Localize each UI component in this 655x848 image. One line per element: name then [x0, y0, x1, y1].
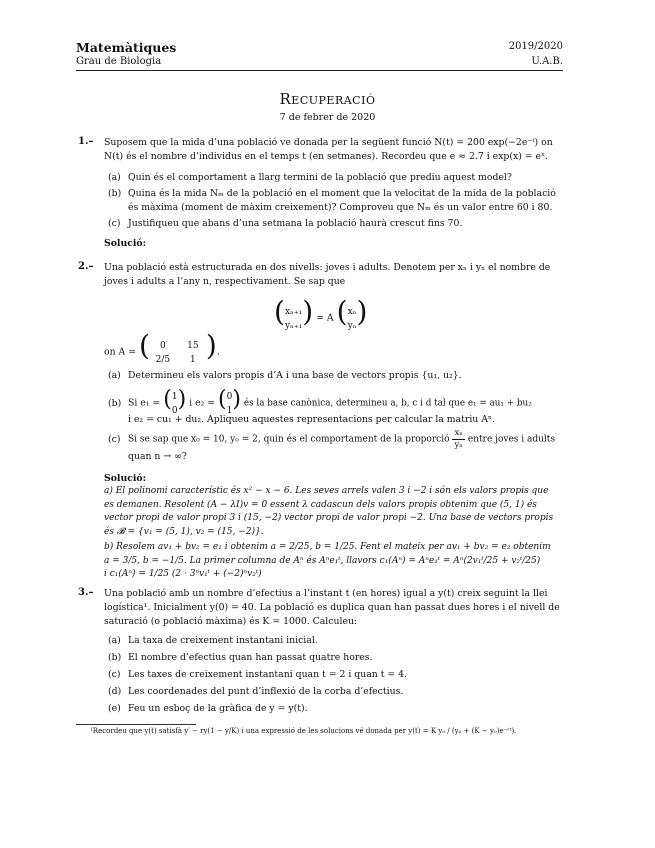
e1-top: 1 — [171, 391, 178, 402]
p3-line-a: Una població amb un nombre d’efectius a l’instant t (en hores) igual a y(t) creix seguint la llei — [104, 588, 548, 599]
sol-b-line-2: a = 3/5, b = −1/5. La primer columna de Aⁿ és Aⁿe₁ᵗ, llavors c₁(Aⁿ) = Aⁿe₁ᵗ = Aⁿ(2v₁ᵗ/25 + v₂ᵗ/25) — [104, 555, 541, 566]
p1-b-text-2: és màxima (moment de màxim creixement)? Comproveu que Nₘ és un valor entre 60 i 80. — [128, 202, 553, 213]
p3-d-text: Les coordenades del punt d’inflexió de la corba d’efectius. — [128, 686, 404, 697]
p2-b-label: (b) — [108, 397, 122, 409]
eq-A: = A — [316, 312, 334, 324]
paren-right-icon: ) — [232, 387, 241, 412]
exam-title: Recuperació — [279, 90, 376, 108]
p1-item-c — [108, 217, 563, 231]
p3-e-label: (e) — [108, 703, 121, 714]
e2-bot: 1 — [226, 405, 233, 416]
p2-a-text: Determineu els valors propis d’A i una base de vectors propis {u₁, u₂}. — [128, 370, 462, 381]
paren-right-icon: ) — [356, 295, 368, 328]
paren-right-icon: ) — [177, 387, 187, 412]
e2-top: 0 — [226, 391, 233, 402]
p2-item-a — [108, 369, 563, 383]
p2-b-text-2: i e₂ = cu₁ + du₂. Apliqueu aquestes representacions per calcular la matriu Aⁿ. — [128, 414, 495, 425]
p2-line-a: Una població està estructurada en dos nivells: joves i adults. Denotem per xₙ i yₙ el nombre de — [104, 262, 551, 273]
p3-c-text: Les taxes de creixement instantani quan t = 2 i quan t = 4. — [128, 669, 408, 680]
p1-a-label: (a) — [108, 172, 121, 183]
university: U.A.B. — [531, 56, 563, 67]
sol-a-line-2: es demanen. Resolent (A − λI)v = 0 essent λ cadascun dels valors propis obtenim que (5, 1) és — [104, 499, 537, 510]
frac-top: xₙ — [454, 428, 463, 438]
p1-c-label: (c) — [108, 218, 121, 229]
p1-line-b: N(t) és el nombre d’individus en el temps t (en setmanes). Recordeu que e ≈ 2.7 i exp(x) = eˣ. — [104, 151, 548, 162]
p2-b-pre: Si e₁ = — [128, 397, 161, 409]
vec-cur-top: xₙ — [347, 306, 357, 317]
paren-left-icon: ( — [138, 329, 150, 362]
footnote: ¹Recordeu que y(t) satisfà y′ − ry(1 − y/K) i una expressió de les solucions vé donada per y(t) = K y₀ / (y₀ + (K − y₀)e⁻ʳᵗ). — [90, 727, 517, 735]
p2-line-b: joves i adults a l’any n, respectivament. Se sap que — [104, 276, 346, 287]
p2-solution-heading: Solució: — [104, 473, 147, 484]
subject-title: Matemàtiques — [76, 40, 177, 55]
m11: 0 — [160, 340, 166, 351]
e1-bot: 0 — [171, 405, 178, 416]
problem-2-statement — [104, 261, 566, 289]
problem-3-number: 3.– — [78, 587, 94, 598]
p1-b-text-1: Quina és la mida Nₘ de la població en el moment que la velocitat de la mida de la població — [128, 188, 556, 199]
p2-solution-a — [104, 485, 574, 539]
vec-cur-bot: yₙ — [347, 320, 357, 331]
p3-c-label: (c) — [108, 669, 121, 680]
vector-current — [348, 305, 357, 333]
sol-b-line-3: i c₁(Aⁿ) = 1/25 (2 · 3ⁿv₁ᵗ + (−2)ⁿv₂ᵗ) — [104, 569, 262, 579]
p3-e-text: Feu un esboç de la gràfica de y = y(t). — [128, 703, 308, 714]
footnote-rule — [76, 724, 196, 725]
p2-recurrence-equation — [274, 295, 368, 333]
problem-2-number: 2.– — [78, 261, 94, 272]
p2-matrix-definition — [104, 329, 220, 367]
exam-date: 7 de febrer de 2020 — [279, 112, 376, 123]
p2-b-post: és la base canònica, determineu a, b, c i d tal que e₁ = au₁ + bu₂ — [243, 398, 532, 409]
sol-b-line-1: b) Resolem av₁ + bv₂ = e₁ i obtenim a = 2/25, b = 1/25. Fent el mateix per av₁ + bv₂ = e₂ obtenim — [104, 542, 551, 552]
p3-b-text: El nombre d’efectius quan han passat quatre hores. — [128, 652, 373, 663]
problem-1-statement — [104, 136, 566, 164]
m21: 2/5 — [155, 354, 171, 365]
p2-a-label: (a) — [108, 370, 121, 381]
p1-solution-heading: Solució: — [104, 238, 147, 249]
paren-right-icon: ) — [302, 295, 314, 328]
sol-a-line-4: és 𝓑 = {v₁ = (5, 1), v₂ = (15, −2)}. — [104, 526, 264, 537]
p3-item-d — [108, 685, 403, 699]
period: . — [216, 346, 220, 358]
p2-c-text-post: entre joves i adults — [467, 434, 556, 445]
problem-1-number: 1.– — [78, 136, 94, 147]
p3-item-a — [108, 634, 318, 648]
vector-next — [285, 305, 302, 333]
p3-item-e — [108, 702, 308, 716]
problem-3-statement — [104, 587, 574, 629]
p2-item-c — [108, 428, 568, 451]
p3-d-label: (d) — [108, 686, 122, 697]
p3-line-b: logística¹. Inicialment y(0) = 40. La població es duplica quan han passat dues hores i el nivell de — [104, 602, 560, 613]
academic-year: 2019/2020 — [508, 41, 563, 52]
p2-solution-b — [104, 541, 574, 582]
vec-next-bot: yₙ₊₁ — [284, 320, 303, 331]
p1-line-a: Suposem que la mida d’una població ve donada per la següent funció N(t) = 200 exp(−2e⁻ᵗ) on — [104, 137, 553, 148]
vec-next-top: xₙ₊₁ — [284, 306, 303, 317]
p2-c-label: (c) — [108, 433, 121, 445]
p3-line-c: saturació (o població màxima) és K = 1000. Calculeu: — [104, 616, 358, 627]
header-rule — [76, 70, 563, 71]
p1-a-text: Quin és el comportament a llarg termini de la població que prediu aquest model? — [128, 172, 512, 183]
fraction-x-over-y — [452, 428, 464, 451]
sol-a-line-3: vector propi de valor propi 3 i (15, −2) vector propi de valor propi −2. Una base de vectors propis — [104, 513, 554, 523]
degree-name: Grau de Biologia — [76, 56, 162, 67]
p1-b-label: (b) — [108, 188, 122, 199]
paren-left-icon: ( — [336, 295, 348, 328]
paren-left-icon: ( — [163, 387, 172, 412]
p2-c-text-2: quan n → ∞? — [128, 451, 187, 462]
p3-b-label: (b) — [108, 652, 122, 663]
p3-item-b — [108, 651, 373, 665]
p1-item-b — [108, 187, 563, 215]
matrix-A — [150, 339, 206, 367]
p3-item-c — [108, 668, 407, 682]
paren-right-icon: ) — [205, 329, 217, 362]
p2-b-mid: i e₂ = — [189, 397, 216, 409]
paren-left-icon: ( — [274, 295, 285, 328]
p1-item-a — [108, 171, 563, 185]
sol-a-line-1: a) El polinomi característic és x² − x − 6. Les seves arrels valen 3 i −2 i són els valors propis que — [104, 486, 549, 496]
frac-bot: yₙ — [454, 440, 463, 450]
paren-left-icon: ( — [218, 387, 227, 412]
p1-c-text: Justifiqueu que abans d’una setmana la població haurà crescut fins 70. — [128, 218, 463, 229]
p3-a-label: (a) — [108, 635, 121, 646]
on-A: on A = — [104, 346, 136, 358]
p3-a-text: La taxa de creixement instantani inicial. — [128, 635, 318, 646]
m12: 15 — [187, 340, 199, 351]
m22: 1 — [190, 354, 196, 365]
p2-c-text-1: Si se sap que x₀ = 10, y₀ = 2, quin és el comportament de la proporció — [128, 434, 450, 445]
